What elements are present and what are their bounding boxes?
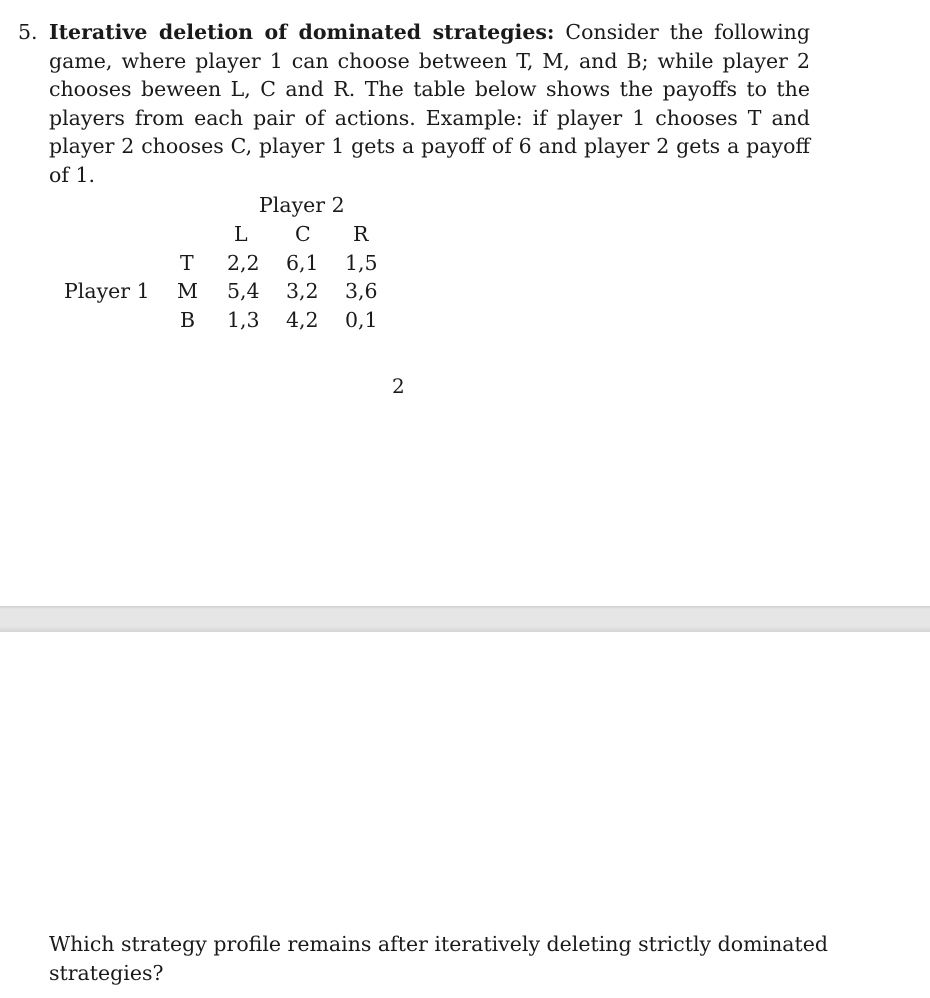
payoff-cell: 6,1 (286, 251, 319, 275)
payoff-cell: 3,6 (345, 279, 378, 303)
payoff-cell: 3,2 (286, 279, 319, 303)
payoff-cell: 2,2 (227, 251, 260, 275)
payoff-matrix (0, 0, 930, 360)
payoff-cell: 1,5 (345, 251, 378, 275)
column-player-label: Player 2 (259, 193, 345, 217)
problem-number: 5. (18, 20, 38, 44)
column-header-r: R (353, 222, 369, 246)
question-text: Which strategy profile remains after iteratively deleting strictly dominated strategies? (49, 932, 828, 985)
page-number: 2 (392, 374, 405, 398)
payoff-cell: 1,3 (227, 308, 260, 332)
payoff-cell: 0,1 (345, 308, 378, 332)
row-player-label: Player 1 (64, 279, 150, 303)
problem-text: Consider the following game, where player 1 can choose between T, M, and B; while player 2 chooses beween L, C and R. The table below shows the payoffs to the players from each pair of actions. Example: if player 1 chooses T and player 2 chooses C, player 1 gets a payoff of 6 and player 2 gets a payoff of 1. (49, 20, 810, 187)
column-header-l: L (234, 222, 248, 246)
row-label-m: M (177, 279, 198, 303)
problem-title: Iterative deletion of dominated strategies: (49, 20, 555, 44)
row-label-t: T (180, 251, 194, 275)
row-label-b: B (180, 308, 196, 332)
column-header-c: C (295, 222, 311, 246)
payoff-cell: 5,4 (227, 279, 260, 303)
payoff-cell: 4,2 (286, 308, 319, 332)
page-separator (0, 606, 930, 632)
